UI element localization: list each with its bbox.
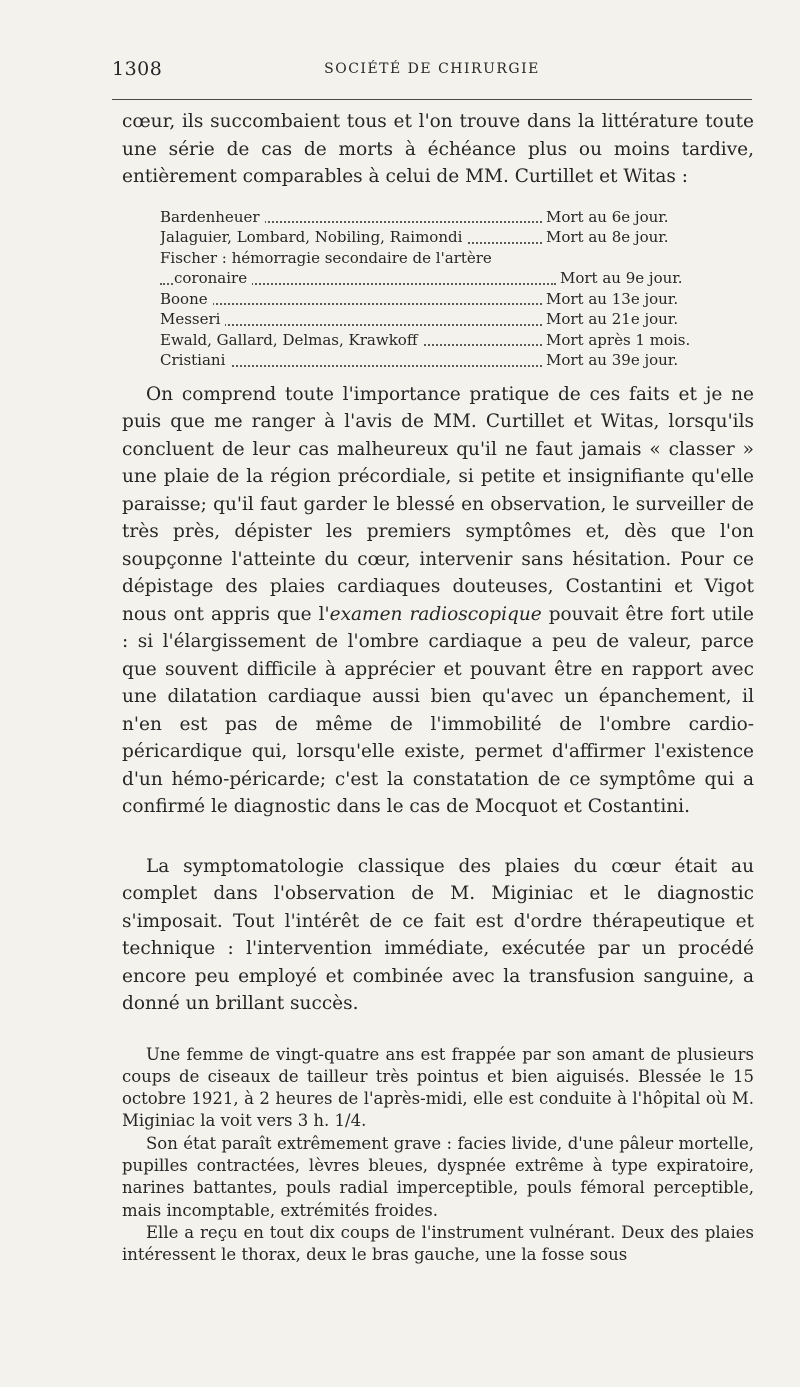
case-name: Jalaguier, Lombard, Nobiling, Raimondi bbox=[160, 228, 467, 246]
case-row bbox=[160, 227, 708, 248]
opening-paragraph: cœur, ils succombaient tous et l'on trouve dans la littérature toute une série de cas de morts à échéance plus ou moins tardive, entièrement comparables à celui de MM. Curtillet et Witas : bbox=[122, 111, 754, 187]
observation-paragraph: Une femme de vingt-quatre ans est frappée par son amant de plusieurs coups de ciseaux de tailleur très pointus et bien aiguisés. Blessée le 15 octobre 1921, à 2 heures de l'après-midi, elle est conduite à l'hôpital où M. Miginiac la voit vers 3 h. 1/4. bbox=[122, 1044, 754, 1131]
case-row bbox=[160, 248, 708, 269]
page-number: 1308 bbox=[112, 58, 163, 80]
case-name: Messeri bbox=[160, 310, 225, 328]
case-row bbox=[160, 350, 708, 371]
page-body bbox=[122, 108, 754, 1266]
case-name-continued: coronaire bbox=[174, 269, 252, 287]
case-outcome: Mort au 13e jour. bbox=[546, 289, 679, 308]
header-rule bbox=[112, 99, 752, 100]
italic-term: examen radioscopique bbox=[329, 603, 542, 625]
paragraph-symptomatology: La symptomatologie classique des plaies du cœur était au complet dans l'observation de M. Miginiac et le diagnostic s'imposait. Tout l'intérêt de ce fait est d'ordre thérapeutique et technique : l'intervention immédiate, exécutée par un procédé encore peu employé et combinée avec la transfusion sanguine, a donné un brillant succès. bbox=[122, 855, 754, 1014]
case-outcome: Mort après 1 mois. bbox=[546, 330, 691, 349]
case-name: Ewald, Gallard, Delmas, Krawkoff bbox=[160, 331, 422, 349]
case-name: Fischer : hémorragie secondaire de l'artère bbox=[160, 249, 497, 267]
case-row bbox=[160, 207, 708, 228]
case-outcome: Mort au 9e jour. bbox=[560, 269, 683, 287]
observation-paragraph: Elle a reçu en tout dix coups de l'instrument vulnérant. Deux des plaies intéressent le thorax, deux le bras gauche, une la fosse sous bbox=[122, 1222, 754, 1265]
case-list bbox=[160, 207, 708, 371]
case-row bbox=[160, 309, 708, 330]
case-outcome: Mort au 8e jour. bbox=[546, 228, 669, 246]
case-outcome: Mort au 21e jour. bbox=[546, 310, 679, 328]
running-title: SOCIÉTÉ DE CHIRURGIE bbox=[324, 61, 540, 77]
page-header bbox=[112, 58, 752, 86]
case-row bbox=[160, 289, 708, 310]
case-outcome: Mort au 6e jour. bbox=[546, 207, 669, 226]
case-name: Boone bbox=[160, 290, 213, 308]
paragraph-importance: On comprend toute l'importance pratique de ces faits et je ne puis que me ranger à l'avis de MM. Curtillet et Witas, lorsqu'ils concluent de leur cas malheureux qu'il ne faut jamais « classer » une plaie de la région précordiale, si petite et insignifiante qu'elle paraisse; qu'il faut garder le blessé en observation, le surveiller de très près, dépister les premiers symptômes et, dès que l'on soupçonne l'atteinte du cœur, intervenir sans hésitation. Pour ce dépistage des plaies cardiaques douteuses, Costantini et Vigot nous ont appris que l'examen radioscopique pouvait être fort utile : si l'élargissement de l'ombre cardiaque a peu de valeur, parce que souvent difficile à apprécier et pouvant être en rapport avec une dilatation cardiaque aussi bien qu'avec un épanchement, il n'en est pas de même de l'immobilité de l'ombre cardio-péricardique qui, lorsqu'elle existe, permet d'affirmer l'existence d'un hémo-péricarde; c'est la constatation de ce symptôme qui a confirmé le diagnostic dans le cas de Mocquot et Costantini. bbox=[122, 383, 754, 817]
case-name: Bardenheuer bbox=[160, 208, 265, 226]
observation-paragraph: Son état paraît extrêmement grave : facies livide, d'une pâleur mortelle, pupilles contractées, lèvres bleues, dyspnée extrême à type expiratoire, narines battantes, pouls radial imperceptible, pouls fémoral perceptible, mais incomptable, extrémités froides. bbox=[122, 1133, 754, 1220]
case-row bbox=[160, 330, 708, 351]
case-name: Cristiani bbox=[160, 351, 230, 369]
case-outcome: Mort au 39e jour. bbox=[546, 351, 679, 369]
case-row bbox=[160, 268, 708, 289]
